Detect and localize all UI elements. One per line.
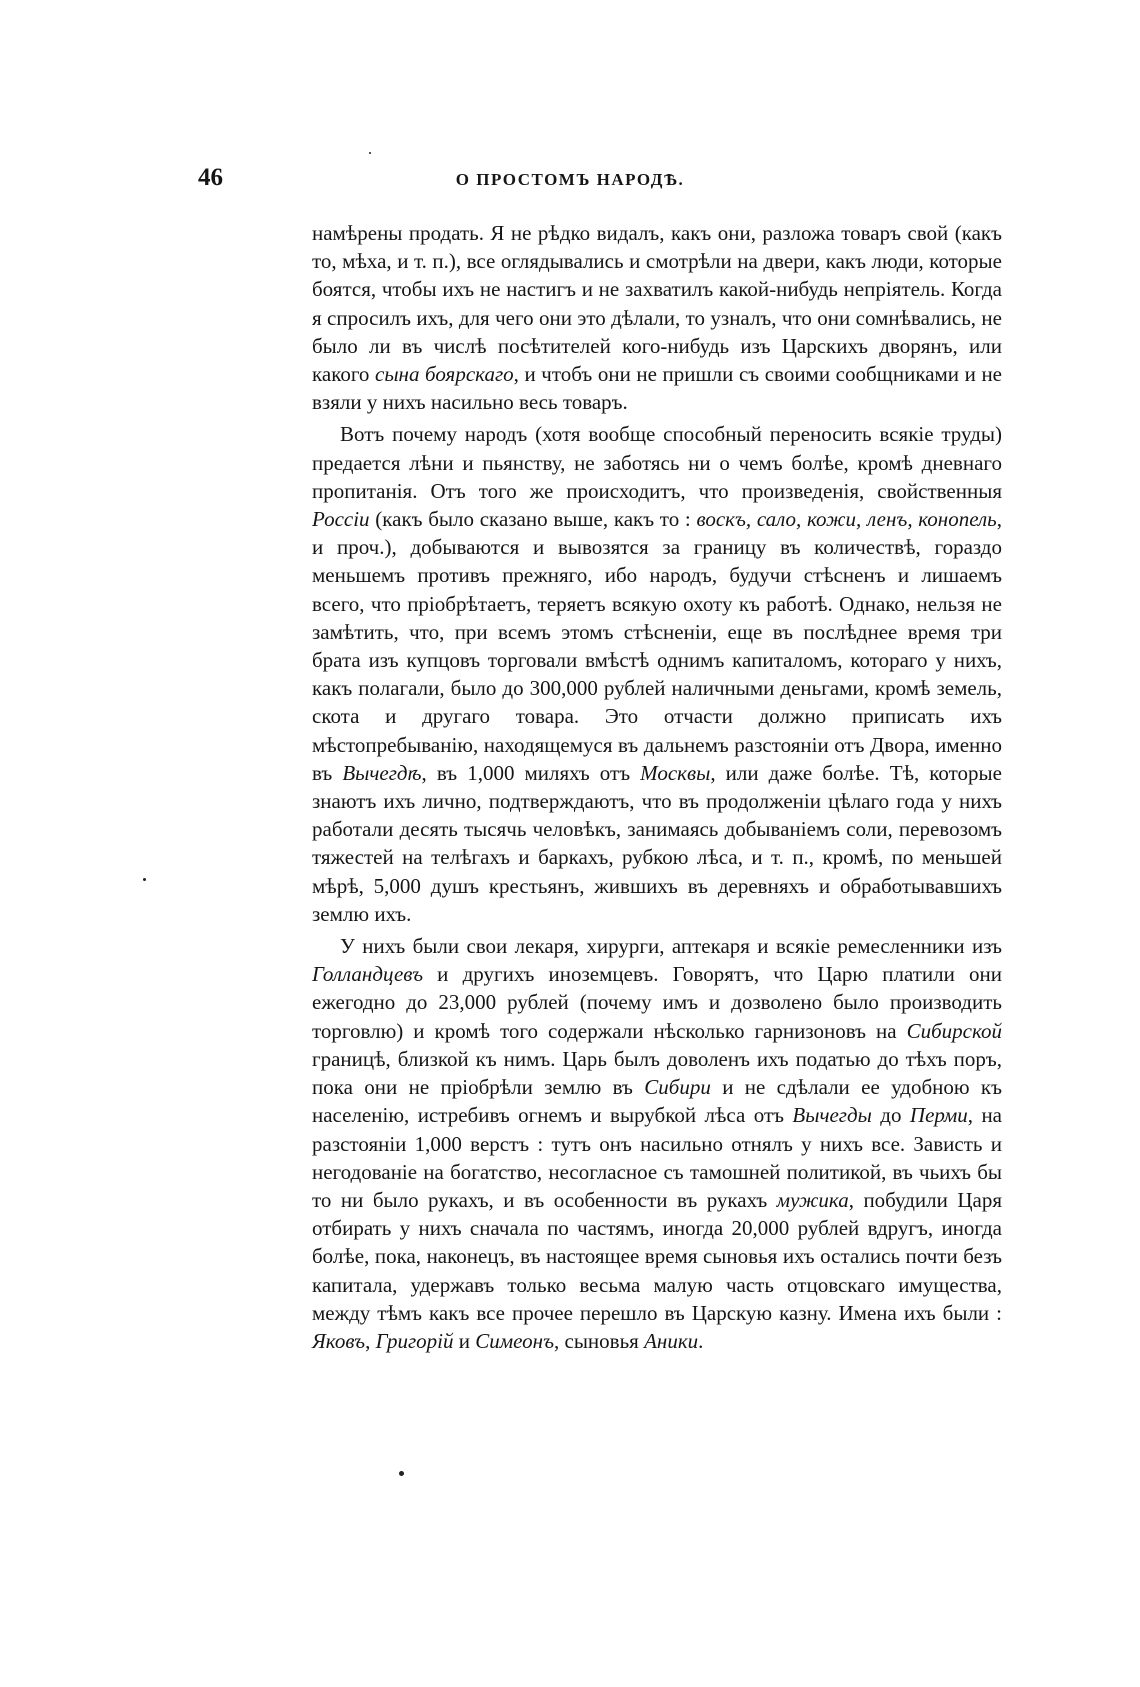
running-title: О ПРОСТОМЪ НАРОДѢ.	[455, 170, 685, 189]
italic-text: Голландцевъ	[312, 962, 424, 987]
ink-speck	[143, 878, 146, 881]
italic-text: Симеонъ	[475, 1328, 554, 1353]
italic-text: Москвы	[640, 760, 711, 785]
italic-text: воскъ, сало, кожи, ленъ, конопель	[696, 507, 997, 532]
italic-text: Перми	[909, 1103, 968, 1128]
ink-speck	[399, 1471, 404, 1476]
body-text	[312, 219, 1002, 1355]
paragraph	[312, 219, 1002, 416]
italic-text: Вычегды	[792, 1103, 872, 1128]
text-run: границѣ, близкой къ нимъ. Царь былъ доволенъ ихъ податью до тѣхъ поръ, пока они не пріобрѣли землю въ	[312, 1046, 1002, 1100]
text-run: , на разстояніи 1,000 верстъ : тутъ онъ насильно отнялъ у нихъ все. Зависть и негодованіе на богатство, несогласное съ тамошней политикой, въ чьихъ бы то ни было рукахъ, и въ особенности въ рукахъ	[312, 1103, 1003, 1212]
text-run: (какъ было сказано выше, какъ то :	[369, 507, 697, 532]
italic-text: Григорій	[375, 1328, 454, 1353]
italic-text: Россіи	[312, 507, 370, 532]
italic-text: Сибири	[644, 1075, 711, 1100]
text-run: до	[871, 1103, 910, 1128]
italic-text: мужика	[776, 1187, 849, 1212]
text-run: , и чтобъ они не пришли съ своими сообщниками и не взяли у нихъ насильно весь товаръ.	[312, 362, 1003, 415]
italic-text: Яковъ	[312, 1328, 366, 1353]
text-run: Вотъ почему народъ (хотя вообще способный переносить всякіе труды) предается лѣни и пьянству, не заботясь ни о чемъ болѣе, кромѣ дневнаго пропитанія. Отъ того же происходитъ, что произведенія, свойственныя	[312, 422, 1002, 503]
text-run: и другихъ иноземцевъ. Говорятъ, что Царю платили они ежегодно до 23,000 рублей (почему имъ и дозволено было производить торговлю) и кромѣ того содержали нѣсколько гарнизоновъ на	[312, 962, 1002, 1043]
ink-speck	[369, 152, 371, 154]
paragraph	[312, 932, 1002, 1355]
italic-text: Вычегдѣ	[342, 760, 422, 785]
italic-text: Сибирской	[906, 1018, 1002, 1043]
text-run: , или даже болѣе. Тѣ, которые знаютъ ихъ лично, подтверждаютъ, что въ продолженіи цѣлаго года у нихъ работали десять тысячь человѣкъ, занимаясь добываніемъ соли, перевозомъ тяжестей на телѣгахъ и баркахъ, рубкою лѣса, и т. п., кромѣ, по меньшей мѣрѣ, 5,000 душъ крестьянъ, жившихъ въ деревняхъ и обработывавшихъ землю ихъ.	[312, 760, 1002, 926]
text-run: У нихъ были свои лекаря, хирурги, аптекаря и всякіе ремесленники изъ	[340, 934, 1002, 959]
text-run: , побудили Царя отбирать у нихъ сначала по частямъ, иногда 20,000 рублей вдругъ, иногда болѣе, пока, наконецъ, въ настоящее время сыновья ихъ остались почти безъ капитала, удержавъ только весьма малую часть отцовскаго имущества, между тѣмъ какъ все прочее перешло въ Царскую казну. Имена ихъ были :	[312, 1187, 1002, 1325]
text-run: , и проч.), добываются и вывозятся за границу въ количествѣ, гораздо меньшемъ противъ прежняго, ибо народъ, будучи стѣсненъ и лишаемъ всего, что пріобрѣтаетъ, теряетъ всякую охоту къ работѣ. Однако, нельзя не замѣтить, что, при всемъ этомъ стѣсненіи, еще въ послѣднее время три брата изъ купцовъ торговали вмѣстѣ однимъ капиталомъ, котораго у нихъ, какъ полагали, было до 300,000 рублей наличными деньгами, кромѣ земель, скота и другаго товара. Это отчасти должно приписать ихъ мѣстопребыванію, находящемуся въ дальнемъ разстояніи отъ Двора, именно въ	[312, 507, 1002, 785]
text-run: , сыновья	[554, 1328, 645, 1353]
italic-text: сына боярскаго	[375, 362, 514, 387]
page-number: 46	[198, 164, 223, 191]
text-run: ,	[365, 1328, 376, 1353]
text-run: намѣрены продать. Я не рѣдко видалъ, какъ они, разложа товаръ свой (какъ то, мѣха, и т. п.), все оглядывались и смотрѣли на двери, какъ люди, которые боятся, чтобы ихъ не настигъ и не захватилъ какой-нибудь непріятель. Когда я спросилъ ихъ, для чего они это дѣлали, то узналъ, что они сомнѣвались, не было ли въ числѣ посѣтителей кого-нибудь изъ Царскихъ дворянъ, или какого	[312, 221, 1002, 387]
paragraph	[312, 420, 1002, 928]
text-run: и	[453, 1328, 476, 1353]
text-run: .	[698, 1328, 704, 1353]
italic-text: Аники	[644, 1328, 699, 1353]
text-run: и не сдѣлали ее удобною къ населенію, истребивъ огнемъ и вырубкой лѣса отъ	[312, 1075, 1002, 1128]
text-run: , въ 1,000 миляхъ отъ	[421, 760, 641, 785]
